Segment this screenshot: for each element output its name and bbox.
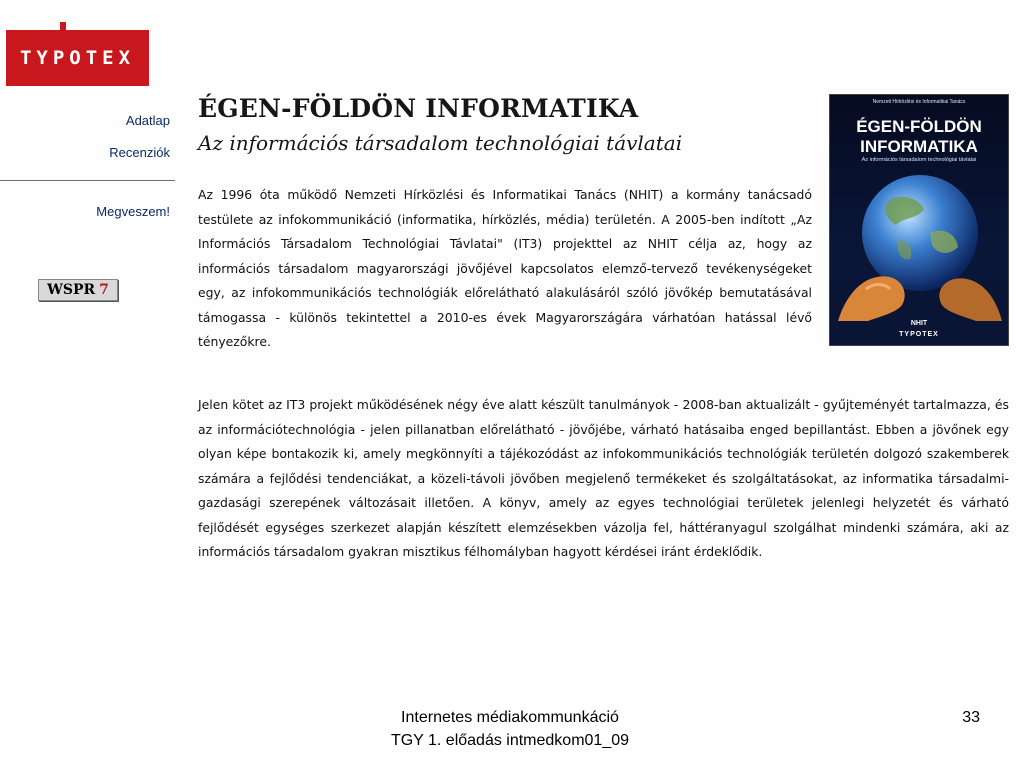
nav-link-recenziok[interactable]: Recenziók <box>109 145 170 160</box>
wspr-text: WSPR <box>47 282 96 298</box>
wspr-number: 7 <box>99 282 109 298</box>
logo-text: TYPOTEX <box>19 47 136 69</box>
nav-divider <box>0 180 175 181</box>
cover-publisher-typotex: TYPOTEX <box>899 331 939 338</box>
description-paragraph-1: Az 1996 óta működő Nemzeti Hírközlési és Informatikai Tanács (NHIT) a kormány tanácsadó testülete az infokommunikáció (informatika, hírközlés, média) területén. A 2005-ben indított „Az Információs Társadalom Technológiai Távlatai" (IT3) projekttel az NHIT célja az, hogy az információs társadalom magyarországi jövőjével kapcsolatos elemző-tervező tevékenységeket egy, az infokommunikációs technológiák előrelátható alakulásáról szóló jövőkép bemutatásával támogassa - különös tekintettel a 2010-es évek Magyarországára várhatóan hatással lévő tényezőkre. <box>198 187 812 349</box>
slide-page-number: 33 <box>962 709 980 726</box>
cover-top-line: Nemzeti Hírközlési és Informatikai Tanács <box>872 99 966 105</box>
globe-hands-illustration <box>838 171 1002 321</box>
book-subtitle: Az információs társadalom technológiai távlatai <box>198 131 683 155</box>
book-title: ÉGEN-FÖLDÖN INFORMATIKA <box>198 94 639 123</box>
footer-line-1: Internetes médiakommunkáció <box>401 709 619 726</box>
typotex-logo[interactable] <box>6 30 149 86</box>
slide-footer <box>310 706 710 752</box>
cover-publisher-nhit: NHIT <box>910 320 928 327</box>
book-cover-image[interactable] <box>829 94 1009 346</box>
footer-line-2: TGY 1. előadás intmedkom01_09 <box>390 732 630 749</box>
cover-subtitle: Az információs társadalom technológiai távlatai <box>861 157 977 163</box>
description-paragraph-2: Jelen kötet az IT3 projekt működésének négy éve alatt készült tanulmányok - 2008-ban aktualizált - gyűjteményét tartalmazza, és az információtechnológia - jelen pillanatban előrelátható - jövőjébe, várható hatásaiba enged bepillantást. Ebben a jövőnek egy olyan képe bontakozik ki, amely megkönnyíti a tájékozódást az infokommunikációs technológiák területén dolgozó szakemberek számára a fejlődési tendenciákat, a közeli-távoli jövőben megjelenő termékeket és szolgáltatásokat, az informatika társadalmi-gazdasági szerepének változásait illetően. A könyv, amely az egyes technológiai területek jelenlegi helyzetét és várható fejlődését egységes szerkezet alapján készített elemzésekben vázolja fel, háttéranyagul szolgálhat mindenki számára, aki az információs társadalom gyakran misztikus félhomályban hagyott kérdései iránt érdeklődik. <box>198 397 1009 559</box>
wspr-badge[interactable] <box>38 279 118 301</box>
cover-title-line2: INFORMATIKA <box>860 137 978 156</box>
nav-link-megveszem[interactable]: Megveszem! <box>96 204 170 219</box>
cover-title-line1: ÉGEN-FÖLDÖN <box>856 117 982 136</box>
nav-link-adatlap[interactable]: Adatlap <box>125 113 170 128</box>
